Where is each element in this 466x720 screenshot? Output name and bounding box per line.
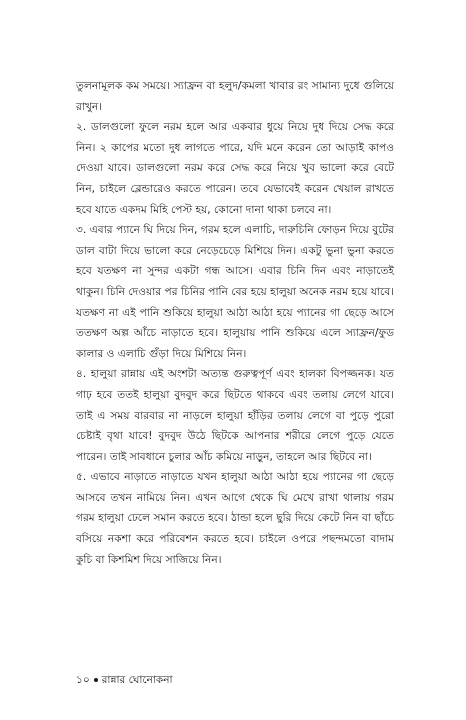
bullet-separator-icon: [94, 678, 98, 682]
paragraph-step-5: ৫. এভাবে নাড়াতে নাড়াতে যখন হালুয়া আঠা আঠা হয়ে প্যানের গা ছেড়ে আসবে তখন নামিয়ে নিন। এখন আগে থেকে ঘি মেখে রাখা থালায় গরম গরম হালুয়া ঢেলে সমান করতে হবে। ঠান্ডা হলে ছুরি দিয়ে কেটে নিন বা ছাঁচে বসিয়ে নকশা করে পরিবেশন করতে হবে। চাইলে ওপরে পছন্দমতো বাদাম কুচি বা কিশমিশ দিয়ে সাজিয়ে নিন।: [76, 471, 394, 566]
paragraph-intro: তুলনামূলক কম সময়ে। স্যাফ্রন বা হলুদ/কমলা খাবার রং সামান্য দুধে গুলিয়ে রাখুন।: [76, 80, 394, 113]
page-footer: [76, 673, 173, 687]
paragraph-step-3: ৩. এবার প্যানে ঘি দিয়ে দিন, গরম হলে এলাচি, দারুচিনি ফোড়ন দিয়ে বুটের ডাল বাটা দিয়ে ভালো করে নেড়েচেড়ে মিশিয়ে দিন। একটু ভুনা ভুনা করতে হবে যতক্ষণ না সুন্দর একটা গন্ধ আসে। এবার চিনি দিন এবং নাড়াতেই থাকুন। চিনি দেওয়ার পর চিনির পানি বের হয়ে হালুয়া অনেক নরম হয়ে যাবে। যতক্ষণ না এই পানি শুকিয়ে হালুয়া আঠা আঠা হয়ে প্যানের গা ছেড়ে আসে ততক্ষণ অল্প আঁচে নাড়াতে হবে। হালুয়ায় পানি শুকিয়ে এলে স্যাফ্রন/ফুড কালার ও এলাচি গুঁড়া দিয়ে মিশিয়ে নিন।: [76, 224, 394, 360]
recipe-body: [76, 76, 394, 570]
page-number: ১০: [76, 674, 90, 686]
paragraph-step-4: ৪. হালুয়া রান্নায় এই অংশটা অত্যন্ত গুরুত্বপূর্ণ এবং হালকা বিপজ্জনক। যত গাঢ় হবে ততই হালুয়া বুদবুদ করে ছিটতে থাকবে এবং তলায় লেগে যাবে। তাই এ সময় বারবার না নাড়লে হালুয়া হাঁড়ির তলায় লেগে বা পুড়ে পুরো চেষ্টাই বৃথা যাবে! বুদবুদ উঠে ছিটকে আপনার শরীরে লেগে পুড়ে যেতে পারেন। তাই সাবধানে চুলার আঁচ কমিয়ে নাড়ুন, তাহলে আর ছিটবে না।: [76, 368, 394, 463]
book-title: রান্নার ঘোনোকনা: [101, 674, 173, 686]
paragraph-step-2: ২. ডালগুলো ফুলে নরম হলে আর একবার ধুয়ে নিয়ে দুধ দিয়ে সেদ্ধ করে নিন। ২ কাপের মতো দুধ লাগতে পারে, যদি মনে করেন তো আড়াই কাপও দেওয়া যাবে। ডালগুলো নরম করে সেদ্ধ করে নিয়ে খুব ভালো করে বেটে নিন, চাইলে ব্লেন্ডারেও করতে পারেন। তবে যেভাবেই করেন খেয়াল রাখতে হবে যাতে একদম মিহি পেস্ট হয়, কোনো দানা থাকা চলবে না।: [76, 121, 394, 216]
